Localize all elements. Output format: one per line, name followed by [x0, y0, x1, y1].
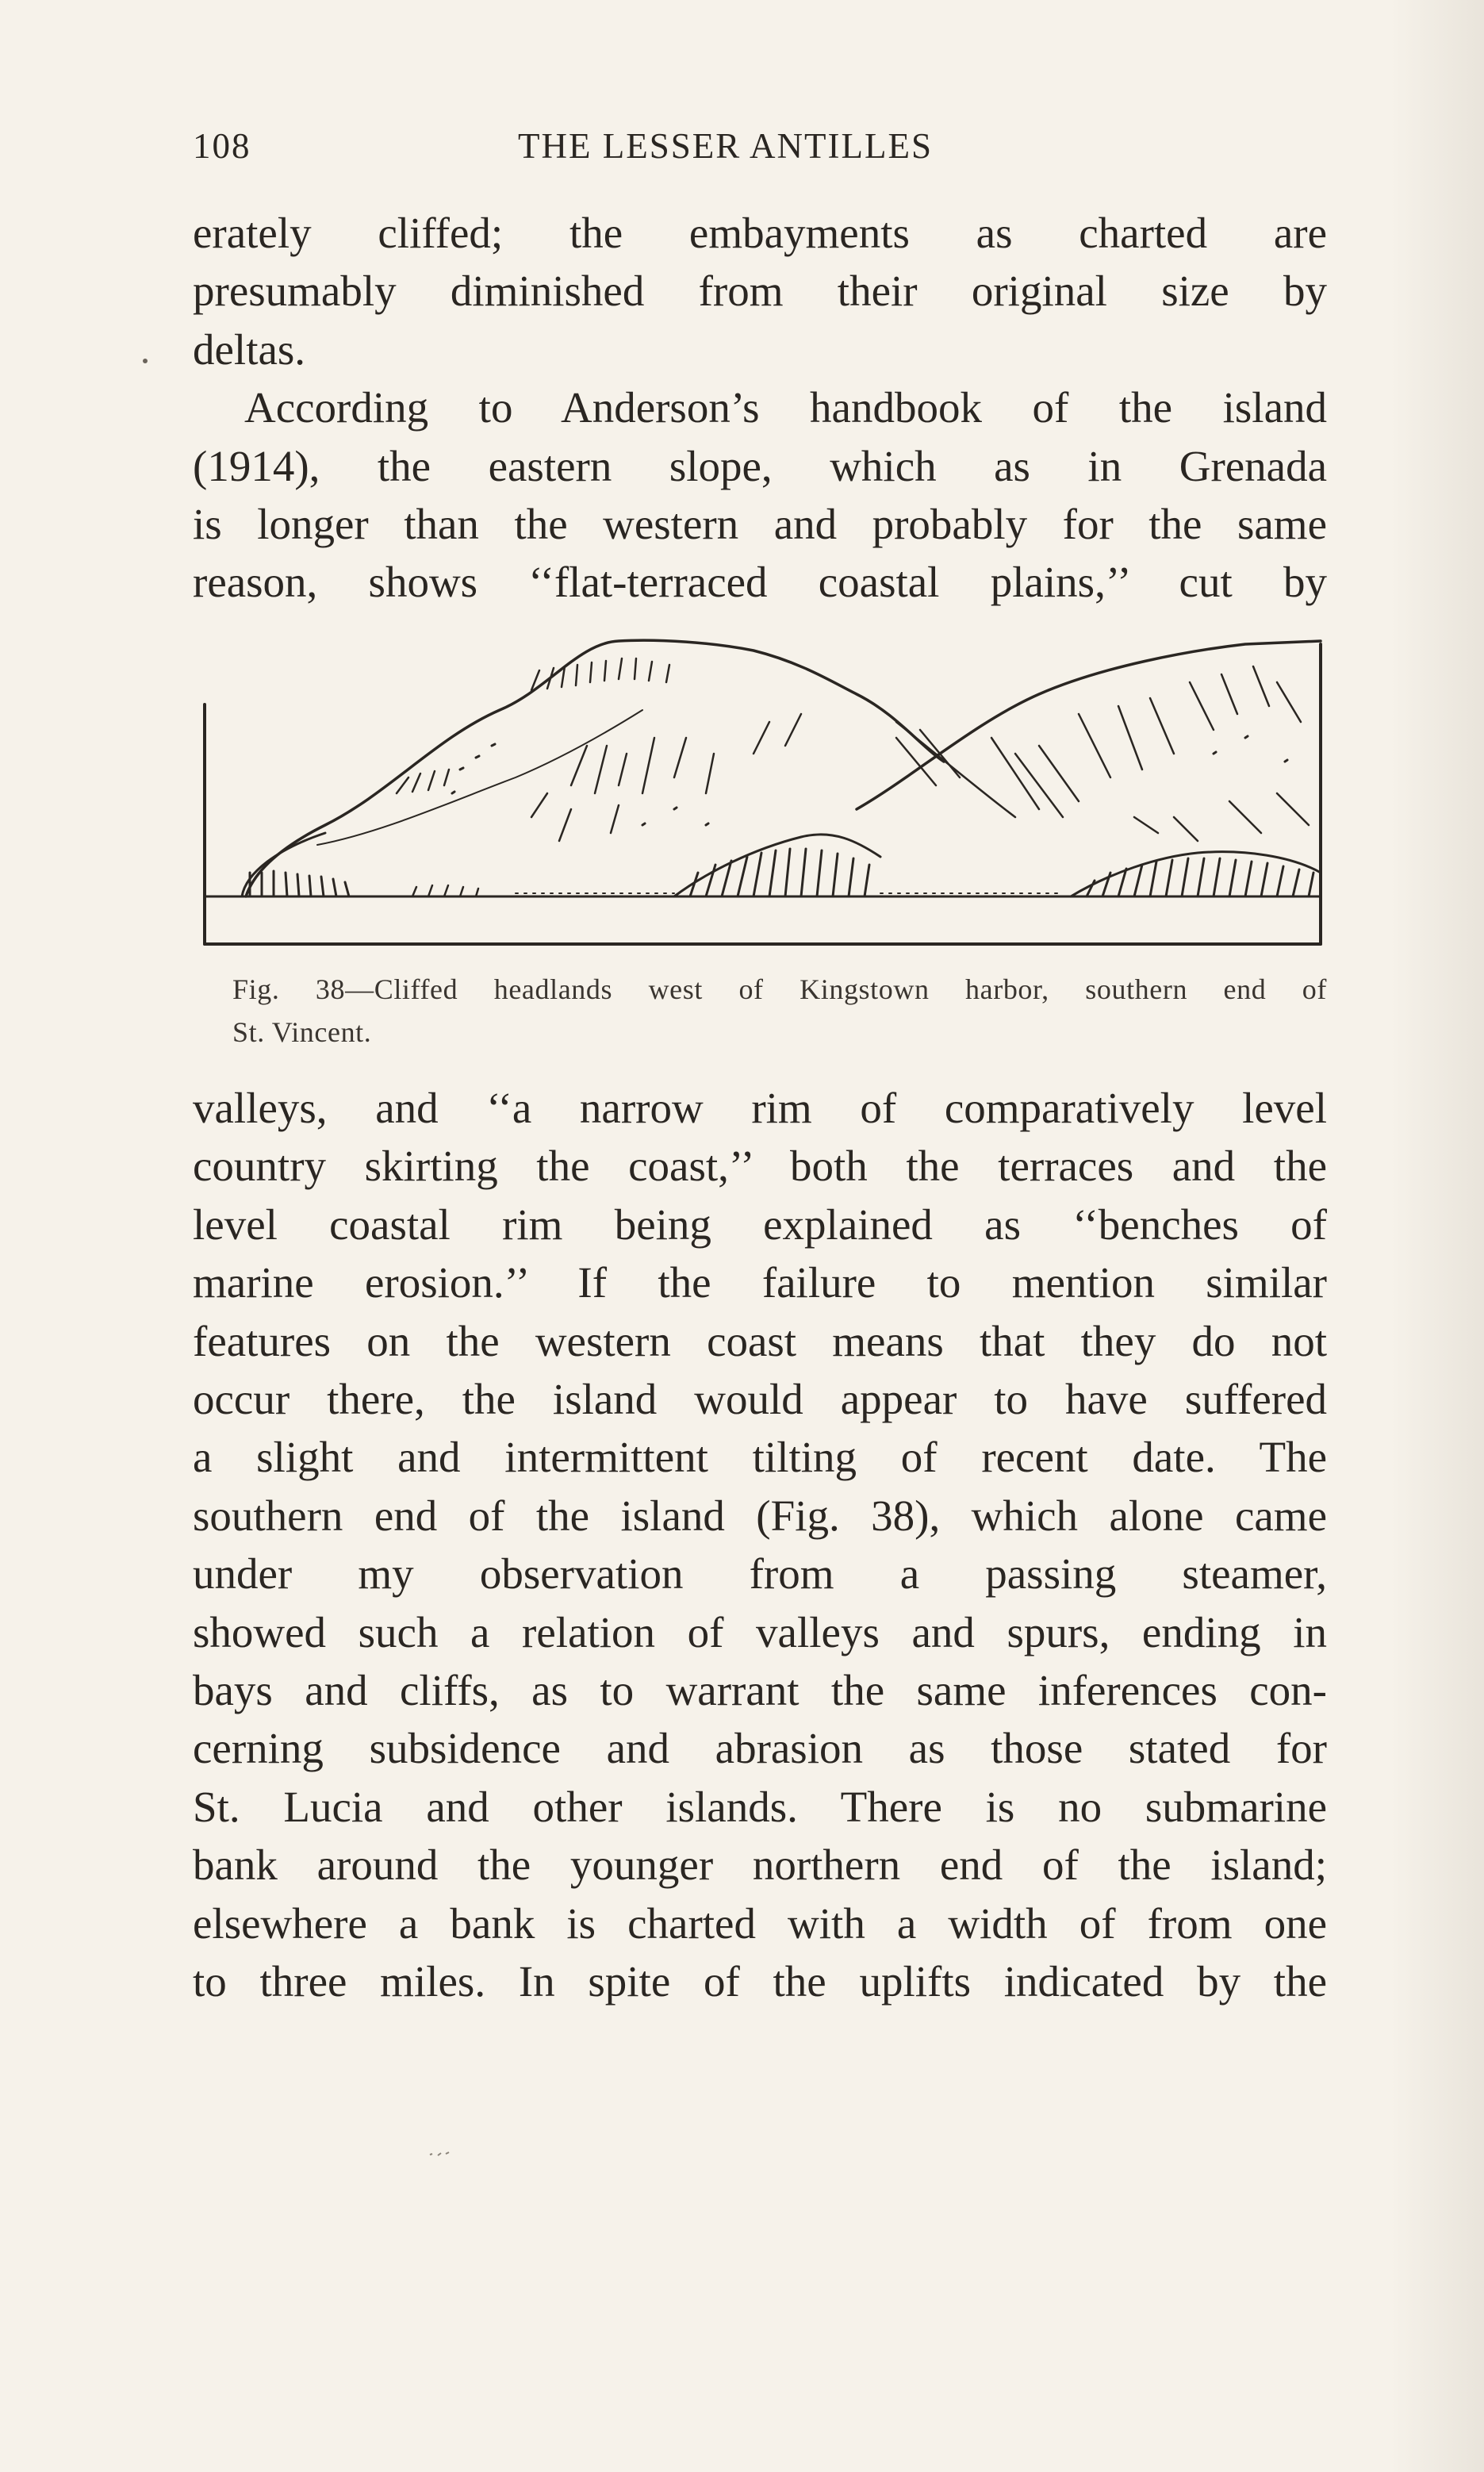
- text-line: marine erosion.’’ If the failure to mention similar: [193, 1258, 1327, 1307]
- caption-line: Fig. 38—Cliffed headlands west of Kingstown harbor, southern end of: [232, 973, 1327, 1005]
- text-line: presumably diminished from their original size by: [193, 267, 1327, 316]
- page-number: 108: [193, 126, 251, 166]
- text-line: showed such a relation of valleys and spurs, ending in: [193, 1607, 1327, 1656]
- text-line: bays and cliffs, as to warrant the same inferences con-: [193, 1666, 1327, 1715]
- text-line: occur there, the island would appear to have suffered: [193, 1375, 1327, 1424]
- text-line: to three miles. In spite of the uplifts indicated by the: [193, 1957, 1327, 2006]
- text-line: southern end of the island (Fig. 38), which alone came: [193, 1491, 1327, 1540]
- text-line: (1914), the eastern slope, which as in Grenada: [193, 441, 1327, 490]
- stray-ink-mark: [428, 2150, 452, 2158]
- caption-line: St. Vincent.: [232, 1016, 372, 1048]
- running-title: THE LESSER ANTILLES: [518, 126, 933, 166]
- margin-mark: [143, 359, 148, 363]
- text-line: under my observation from a passing steamer,: [193, 1549, 1327, 1599]
- text-line: St. Lucia and other islands. There is no submarine: [193, 1782, 1327, 1831]
- text-line: a slight and intermittent tilting of recent date. The: [193, 1433, 1327, 1482]
- text-line: level coastal rim being explained as ‘‘benches of: [193, 1200, 1327, 1249]
- text-line: reason, shows ‘‘flat-terraced coastal plains,’’ cut by: [193, 558, 1327, 607]
- text-line: features on the western coast means that they do not: [193, 1316, 1327, 1365]
- text-line: country skirting the coast,’’ both the terraces and the: [193, 1142, 1327, 1191]
- text-line: erately cliffed; the embayments as charted are: [193, 209, 1327, 257]
- text-line: deltas.: [193, 324, 306, 374]
- text-line: cerning subsidence and abrasion as those stated for: [193, 1724, 1327, 1773]
- text-line: bank around the younger northern end of the island;: [193, 1841, 1327, 1890]
- figure-headlands-sketch: [198, 635, 1325, 952]
- text-line: elsewhere a bank is charted with a width of from one: [193, 1898, 1327, 1948]
- text-line: valleys, and ‘‘a narrow rim of comparatively level: [193, 1084, 1327, 1132]
- page-edge-shadow: [1389, 0, 1484, 2472]
- text-block-top: [193, 204, 1327, 612]
- text-line: According to Anderson’s handbook of the island: [244, 383, 1327, 432]
- headlands-sketch-illustration: [198, 635, 1325, 952]
- text-line: is longer than the western and probably for the same: [193, 500, 1327, 549]
- text-block-bottom: [193, 1079, 1327, 2011]
- running-head: [193, 125, 1327, 173]
- figure-caption: [232, 968, 1327, 1054]
